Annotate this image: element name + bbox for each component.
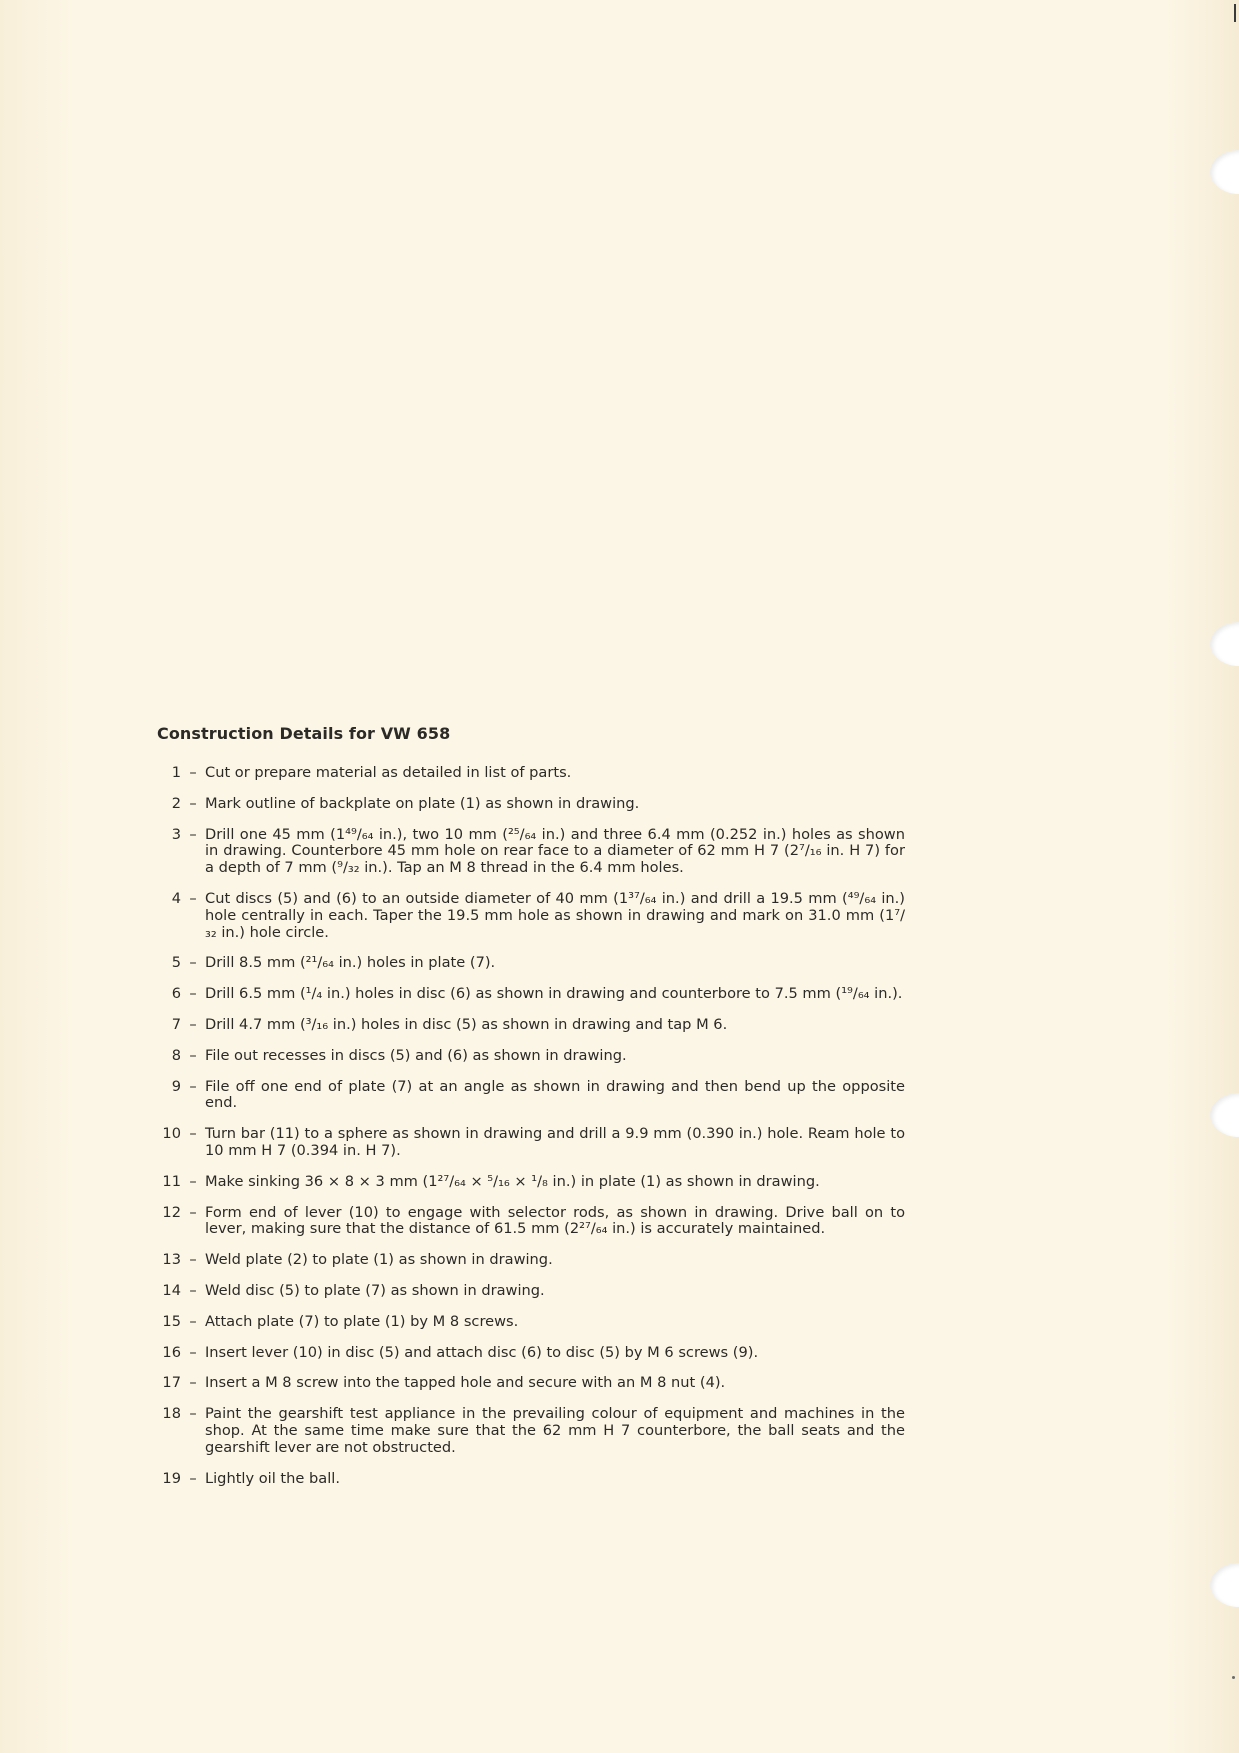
- step-number: 17: [162, 1374, 181, 1392]
- step-dash: –: [189, 1469, 197, 1487]
- edge-mark: [1234, 4, 1236, 22]
- step-number: 10: [162, 1125, 181, 1143]
- step-number: 14: [162, 1281, 181, 1299]
- step-text: Drill 4.7 mm (³/₁₆ in.) holes in disc (5) as shown in drawing and tap M 6.: [205, 1015, 728, 1033]
- step-text: Weld plate (2) to plate (1) as shown in drawing.: [205, 1251, 553, 1269]
- speck: [1232, 1676, 1235, 1679]
- step-item: [157, 1345, 905, 1362]
- step-number: 5: [171, 954, 181, 972]
- punch-hole-1: [1210, 150, 1239, 194]
- step-text: Paint the gearshift test appliance in the prevailing colour of equipment and machines in the shop. At the same time make sure that the 62 mm H 7 counterbore, the ball seats and the gearshift lever are not obstructed.: [205, 1405, 905, 1456]
- step-item: [157, 1314, 905, 1331]
- step-number: 2: [171, 794, 181, 812]
- step-dash: –: [189, 1281, 197, 1299]
- step-dash: –: [189, 1125, 197, 1143]
- step-dash: –: [189, 1015, 197, 1033]
- step-dash: –: [189, 1077, 197, 1095]
- step-text: Cut or prepare material as detailed in list of parts.: [205, 764, 572, 781]
- step-text: Drill 6.5 mm (¹/₄ in.) holes in disc (6) as shown in drawing and counterbore to 7.5 mm (¹⁹/₆₄ in.).: [205, 985, 903, 1003]
- step-item: [157, 1406, 905, 1456]
- step-dash: –: [189, 794, 197, 812]
- step-item: [157, 891, 905, 941]
- step-item: [157, 1283, 905, 1300]
- step-number: 4: [171, 889, 181, 907]
- step-item: [157, 1205, 905, 1239]
- step-dash: –: [189, 825, 197, 843]
- step-item: [157, 1126, 905, 1160]
- step-number: 13: [162, 1251, 181, 1269]
- step-dash: –: [189, 889, 197, 907]
- step-dash: –: [189, 1172, 197, 1190]
- step-text: Make sinking 36 × 8 × 3 mm (1²⁷/₆₄ × ⁵/₁₆ × ¹/₈ in.) in plate (1) as shown in drawing.: [205, 1172, 820, 1190]
- step-number: 19: [162, 1469, 181, 1487]
- step-number: 12: [162, 1203, 181, 1221]
- step-number: 6: [171, 985, 181, 1003]
- step-number: 18: [162, 1405, 181, 1423]
- step-number: 7: [171, 1015, 181, 1033]
- page-title: Construction Details for VW 658: [157, 724, 451, 743]
- step-dash: –: [189, 764, 197, 781]
- step-dash: –: [189, 985, 197, 1003]
- step-text: Drill 8.5 mm (²¹/₆₄ in.) holes in plate (7).: [205, 954, 496, 972]
- step-number: 8: [171, 1046, 181, 1064]
- step-dash: –: [189, 1405, 197, 1423]
- step-item: [157, 1079, 905, 1113]
- step-number: 16: [162, 1343, 181, 1361]
- step-text: Drill one 45 mm (1⁴⁹/₆₄ in.), two 10 mm (²⁵/₆₄ in.) and three 6.4 mm (0.252 in.) holes as shown in drawing. Counterbore 45 mm hole on rear face to a diameter of 62 mm H 7 (2⁷/₁₆ in. H 7) for a depth of 7 mm (⁹/₃₂ in.). Tap an M 8 thread in the 6.4 mm holes.: [205, 825, 905, 877]
- punch-hole-4: [1210, 1563, 1239, 1607]
- step-text: Attach plate (7) to plate (1) by M 8 screws.: [205, 1312, 519, 1330]
- construction-details: [157, 724, 905, 1501]
- step-number: 1: [171, 764, 181, 781]
- step-text: Turn bar (11) to a sphere as shown in drawing and drill a 9.9 mm (0.390 in.) hole. Ream hole to 10 mm H 7 (0.394 in. H 7).: [205, 1125, 905, 1159]
- step-text: Cut discs (5) and (6) to an outside diameter of 40 mm (1³⁷/₆₄ in.) and drill a 19.5 mm (⁴⁹/₆₄ in.) hole centrally in each. Taper the 19.5 mm hole as shown in drawing and mark on 31.0 mm (1⁷/₃₂ in.) hole circle.: [205, 889, 905, 941]
- step-dash: –: [189, 1203, 197, 1221]
- step-text: Lightly oil the ball.: [205, 1469, 340, 1487]
- step-item: [157, 1174, 905, 1191]
- step-number: 11: [162, 1172, 181, 1190]
- step-text: Weld disc (5) to plate (7) as shown in drawing.: [205, 1281, 545, 1299]
- step-item: [157, 796, 905, 813]
- step-item: [157, 1017, 905, 1034]
- step-text: Form end of lever (10) to engage with selector rods, as shown in drawing. Drive ball on to lever, making sure that the distance of 61.5 mm (2²⁷/₆₄ in.) is accurately maintained.: [205, 1203, 905, 1238]
- step-item: [157, 986, 905, 1003]
- step-item: [157, 827, 905, 877]
- step-item: [157, 1471, 905, 1488]
- step-dash: –: [189, 1251, 197, 1269]
- step-dash: –: [189, 1374, 197, 1392]
- step-dash: –: [189, 1343, 197, 1361]
- step-text: Insert lever (10) in disc (5) and attach disc (6) to disc (5) by M 6 screws (9).: [205, 1343, 759, 1361]
- step-number: 9: [171, 1077, 181, 1095]
- punch-hole-2: [1210, 622, 1239, 666]
- step-item: [157, 1375, 905, 1392]
- step-item: [157, 1252, 905, 1269]
- step-item: [157, 1048, 905, 1065]
- step-text: File out recesses in discs (5) and (6) as shown in drawing.: [205, 1046, 627, 1064]
- step-item: [157, 765, 905, 782]
- step-item: [157, 955, 905, 972]
- step-number: 15: [162, 1312, 181, 1330]
- step-dash: –: [189, 1312, 197, 1330]
- steps-list: [157, 765, 905, 1487]
- step-text: Mark outline of backplate on plate (1) as shown in drawing.: [205, 794, 640, 812]
- step-number: 3: [171, 825, 181, 843]
- punch-hole-3: [1210, 1093, 1239, 1137]
- step-dash: –: [189, 1046, 197, 1064]
- step-text: File off one end of plate (7) at an angle as shown in drawing and then bend up the opposite end.: [205, 1077, 905, 1112]
- step-text: Insert a M 8 screw into the tapped hole and secure with an M 8 nut (4).: [205, 1374, 726, 1392]
- step-dash: –: [189, 954, 197, 972]
